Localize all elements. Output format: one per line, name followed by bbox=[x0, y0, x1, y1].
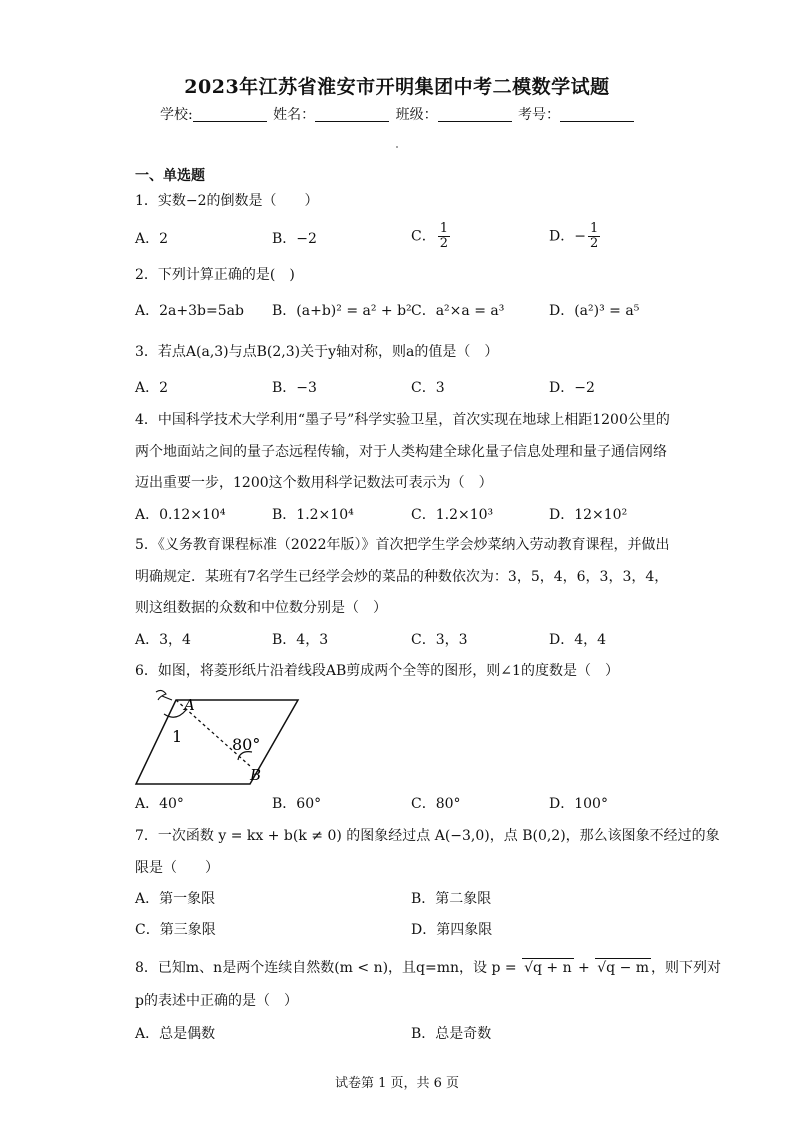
q8-sqrt-term-2: √q − m bbox=[597, 960, 650, 976]
q6-stem: 6．如图，将菱形纸片沿着线段AB剪成两个全等的图形，则∠1的度数是（ ） bbox=[135, 663, 619, 679]
q8-option-b[interactable]: B．总是奇数 bbox=[411, 1026, 492, 1042]
q4-option-d[interactable]: D．12×10² bbox=[549, 507, 628, 523]
q8-stem-part2: ，则下列对 bbox=[651, 960, 722, 976]
q8-option-a[interactable]: A．总是偶数 bbox=[135, 1026, 216, 1042]
name-label: 姓名： bbox=[273, 107, 316, 123]
q5-option-b[interactable]: B．4，3 bbox=[272, 632, 329, 648]
fig-label-1: 1 bbox=[172, 727, 183, 746]
fig-label-80: 80° bbox=[232, 735, 261, 754]
q1-stem: 1．实数−2的倒数是（ ） bbox=[135, 193, 319, 209]
q4-option-b[interactable]: B．1.2×10⁴ bbox=[272, 507, 354, 523]
q7-stem-line1: 7．一次函数 y = kx + b(k ≠ 0) 的图象经过点 A(−3,0)，点 B(0,2)，那么该图象不经过的象 bbox=[135, 828, 720, 844]
q4-option-a[interactable]: A．0.12×10⁴ bbox=[135, 507, 226, 523]
q3-stem: 3．若点A(a,3)与点B(2,3)关于y轴对称，则a的值是（ ） bbox=[135, 344, 499, 360]
sqrt-radicand: q − m bbox=[606, 960, 650, 976]
q6-option-d[interactable]: D．100° bbox=[549, 796, 608, 812]
class-blank[interactable] bbox=[438, 107, 512, 122]
q7-option-a[interactable]: A．第一象限 bbox=[135, 891, 216, 907]
q4-stem-line3: 迈出重要一步，1200这个数用科学记数法可表示为（ ） bbox=[135, 475, 493, 491]
q1-option-a[interactable]: A．2 bbox=[135, 231, 169, 247]
q7-option-c[interactable]: C．第三象限 bbox=[135, 922, 216, 938]
student-info-line bbox=[0, 104, 794, 124]
scissors-icon bbox=[156, 690, 172, 700]
q5-option-c[interactable]: C．3，3 bbox=[411, 632, 468, 648]
q5-option-d[interactable]: D．4，4 bbox=[549, 632, 607, 648]
q6-rhombus-figure bbox=[128, 688, 308, 790]
q5-stem-line1: 5．《义务教育课程标准（2022年版）》首次把学生学会炒菜纳入劳动教育课程，并做出 bbox=[135, 537, 670, 553]
exam-no-blank[interactable] bbox=[560, 107, 634, 122]
q1-option-b[interactable]: B．−2 bbox=[272, 231, 317, 247]
page-title: 2023年江苏省淮安市开明集团中考二模数学试题 bbox=[184, 76, 610, 98]
angle-1-arc bbox=[164, 710, 186, 717]
q1-option-c-label: C． bbox=[411, 228, 436, 245]
q2-option-b[interactable]: B．(a+b)² = a² + b² bbox=[272, 303, 412, 319]
q2-option-d[interactable]: D．(a²)³ = a⁵ bbox=[549, 303, 640, 319]
q6-option-b[interactable]: B．60° bbox=[272, 796, 322, 812]
q3-option-d[interactable]: D．−2 bbox=[549, 380, 595, 396]
name-blank[interactable] bbox=[315, 107, 389, 122]
q6-option-a[interactable]: A．40° bbox=[135, 796, 184, 812]
q5-stem-line2: 明确规定．某班有7名学生已经学会炒的菜品的种数依次为：3，5，4，6，3，3，4， bbox=[135, 569, 669, 585]
rhombus-outline bbox=[136, 700, 298, 784]
q8-stem-part1: 8．已知m、n是两个连续自然数(m < n)，且q=mn，设 p = bbox=[135, 960, 522, 976]
q8-stem-line2: p的表述中正确的是（ ） bbox=[135, 993, 298, 1009]
q1-option-d-label: D．− bbox=[549, 228, 586, 245]
school-blank[interactable] bbox=[193, 107, 267, 122]
q6-option-c[interactable]: C．80° bbox=[411, 796, 461, 812]
q8-stem-line1 bbox=[135, 958, 721, 977]
class-label: 班级： bbox=[395, 107, 438, 123]
section-heading: 一、单选题 bbox=[135, 168, 205, 184]
q4-stem-line2: 两个地面站之间的量子态远程传输，对于人类构建全球化量子信息处理和量子通信网络 bbox=[135, 444, 667, 460]
sqrt-radicand: q + n bbox=[533, 960, 572, 976]
separator-dot bbox=[396, 146, 398, 148]
q2-stem: 2．下列计算正确的是( ) bbox=[135, 267, 295, 283]
q4-option-c[interactable]: C．1.2×10³ bbox=[411, 507, 494, 523]
page-footer: 试卷第 1 页，共 6 页 bbox=[334, 1076, 460, 1091]
q7-option-d[interactable]: D．第四象限 bbox=[411, 922, 493, 938]
q3-option-a[interactable]: A．2 bbox=[135, 380, 169, 396]
fraction-denominator: 2 bbox=[589, 236, 599, 251]
q5-option-a[interactable]: A．3，4 bbox=[135, 632, 191, 648]
fraction-numerator: 1 bbox=[439, 221, 448, 236]
q1-option-d[interactable] bbox=[549, 222, 602, 251]
q1-option-c[interactable] bbox=[411, 222, 452, 251]
fig-label-a: A bbox=[184, 696, 195, 714]
q3-option-c[interactable]: C．3 bbox=[411, 380, 445, 396]
q8-plus: + bbox=[573, 960, 595, 976]
q4-stem-line1: 4．中国科学技术大学利用“墨子号”科学实验卫星，首次实现在地球上相距1200公里的 bbox=[135, 412, 670, 428]
q8-sqrt-term-1: √q + n bbox=[524, 960, 572, 976]
q7-stem-line2: 限是（ ） bbox=[135, 860, 219, 876]
q1-option-d-fraction bbox=[588, 222, 600, 251]
fig-label-b: B bbox=[250, 766, 262, 784]
q2-option-c[interactable]: C．a²×a = a³ bbox=[411, 303, 505, 319]
q2-option-a[interactable]: A．2a+3b=5ab bbox=[135, 303, 244, 319]
fraction-denominator: 2 bbox=[439, 236, 448, 251]
q1-option-c-fraction bbox=[438, 222, 450, 251]
school-label: 学校: bbox=[159, 107, 193, 123]
q3-option-b[interactable]: B．−3 bbox=[272, 380, 317, 396]
fraction-numerator: 1 bbox=[589, 221, 599, 236]
q5-stem-line3: 则这组数据的众数和中位数分别是（ ） bbox=[135, 600, 387, 616]
exam-no-label: 考号： bbox=[518, 107, 561, 123]
q7-option-b[interactable]: B．第二象限 bbox=[411, 891, 492, 907]
